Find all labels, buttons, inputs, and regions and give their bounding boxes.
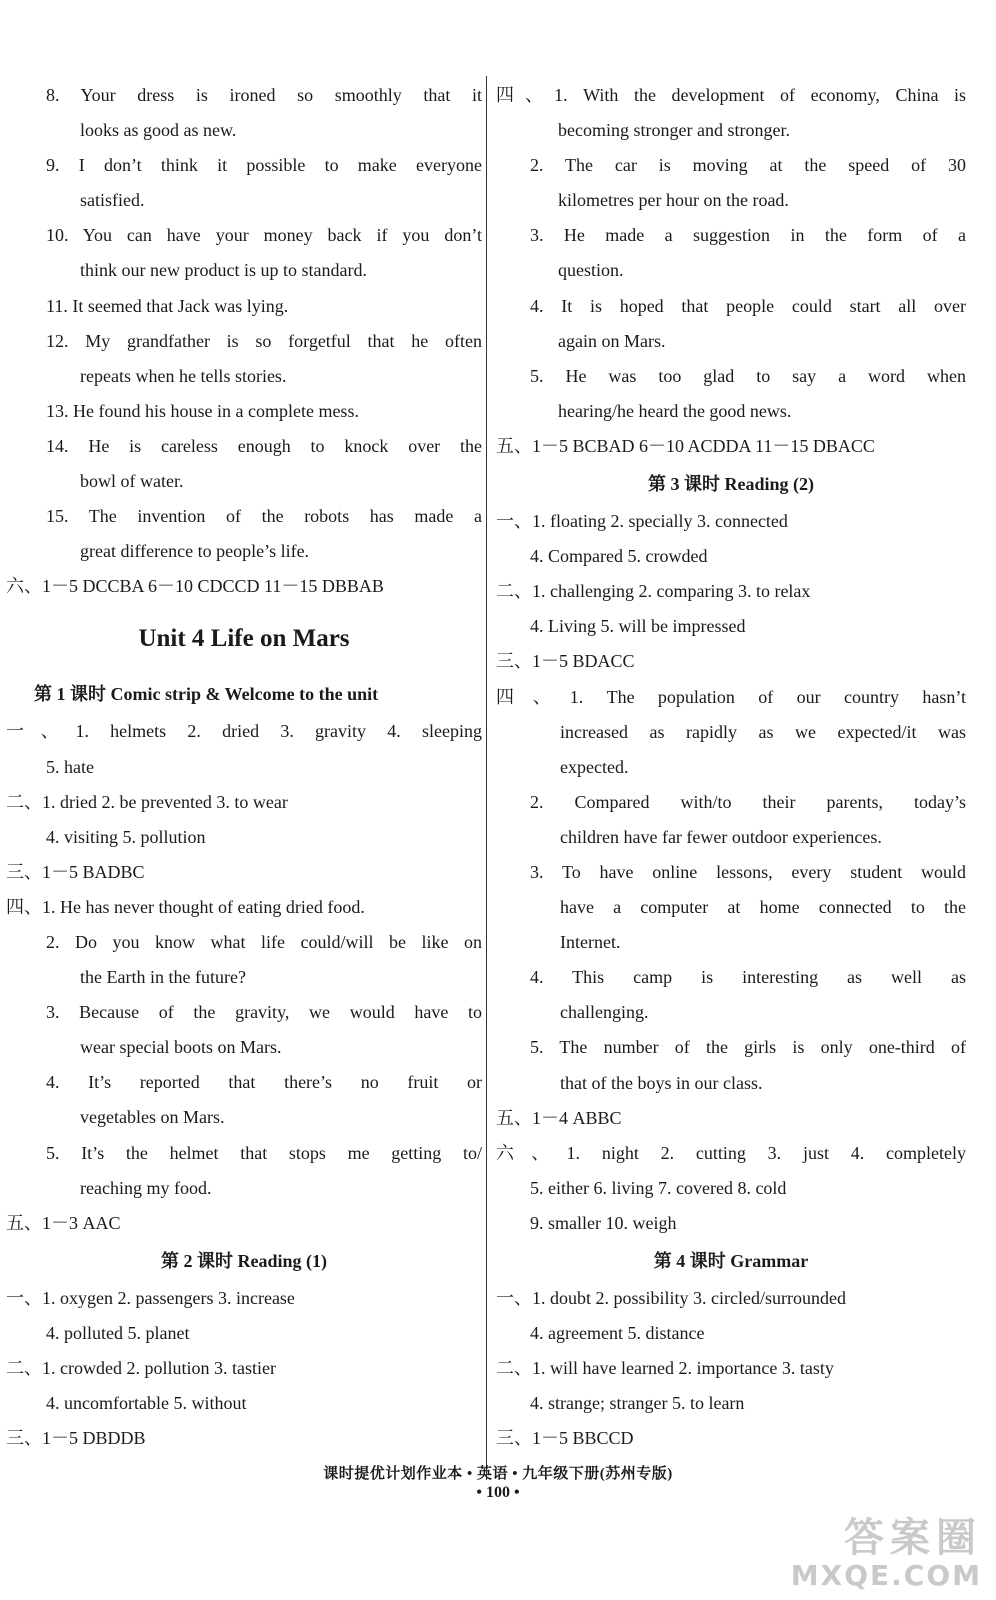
answer-line bbox=[496, 359, 966, 394]
answer-line-text: 一、1. doubt 2. possibility 3. circled/surrounded bbox=[496, 1288, 846, 1308]
answer-line bbox=[496, 960, 966, 995]
answer-line-text: 一、1. oxygen 2. passengers 3. increase bbox=[6, 1287, 295, 1308]
answer-line-text: 5. either 6. living 7. covered 8. cold bbox=[530, 1177, 787, 1198]
footer-page-number: • 100 • bbox=[476, 1484, 520, 1501]
answer-line-text: reaching my food. bbox=[80, 1177, 212, 1198]
watermark-top-text: 答案圈 bbox=[844, 1515, 982, 1561]
answer-line-text: challenging. bbox=[560, 1002, 649, 1023]
answer-line-text: 4. polluted 5. planet bbox=[46, 1322, 190, 1343]
answer-line bbox=[496, 1351, 966, 1386]
answer-line-text: 四、1. The population of our country hasn’t bbox=[496, 686, 966, 707]
answer-line bbox=[496, 715, 966, 750]
answer-line-text: 3. He made a suggestion in the form of a bbox=[530, 225, 966, 246]
answer-line bbox=[6, 1316, 482, 1351]
answer-line bbox=[6, 750, 482, 785]
answer-line bbox=[6, 394, 482, 429]
answer-line-text: 三、1－5 BBCCD bbox=[496, 1428, 634, 1449]
answer-line bbox=[6, 855, 482, 890]
answer-line bbox=[496, 1101, 966, 1136]
answer-line bbox=[496, 1206, 966, 1241]
answer-line-text: 8. Your dress is ironed so smoothly that it bbox=[46, 85, 482, 105]
answer-line bbox=[6, 1206, 482, 1241]
answer-line-text: 四、1. He has never thought of eating dried food. bbox=[6, 896, 365, 917]
answer-line bbox=[496, 644, 966, 679]
answer-line-text: 二、1. challenging 2. comparing 3. to relax bbox=[496, 581, 811, 602]
answer-line-text: 13. He found his house in a complete mess. bbox=[46, 400, 359, 421]
answer-line-text: 二、1. crowded 2. pollution 3. tastier bbox=[6, 1358, 276, 1378]
answer-line bbox=[496, 1171, 966, 1206]
answer-line bbox=[6, 324, 482, 359]
answer-line-text: hearing/he heard the good news. bbox=[558, 400, 792, 421]
answer-line-text: have a computer at home connected to the bbox=[560, 897, 966, 918]
answer-line bbox=[496, 1281, 966, 1316]
answer-line-text: becoming stronger and stronger. bbox=[558, 120, 790, 141]
answer-line bbox=[496, 113, 966, 148]
lesson-1-answers bbox=[6, 714, 482, 1240]
answer-line bbox=[6, 569, 482, 604]
answer-line-text: think our new product is up to standard. bbox=[80, 260, 367, 281]
answer-line-text: 5. The number of the girls is only one-third of bbox=[530, 1037, 966, 1058]
footer-book-title: 课时提优计划作业本 • 英语 • 九年级下册(苏州专版) bbox=[323, 1466, 673, 1482]
answer-line bbox=[6, 714, 482, 749]
answer-block-lesson2-q4-q5 bbox=[496, 78, 966, 464]
answer-line bbox=[6, 1065, 482, 1100]
answer-line-text: the Earth in the future? bbox=[80, 967, 246, 988]
answer-line-text: bowl of water. bbox=[80, 471, 184, 492]
answer-line-text: 4. It’s reported that there’s no fruit or bbox=[46, 1072, 482, 1093]
answer-line-text: 四、1. With the development of economy, China is bbox=[496, 85, 966, 105]
answer-line-text: 五、1－3 AAC bbox=[6, 1212, 121, 1233]
answer-line-text: 二、1. dried 2. be prevented 3. to wear bbox=[6, 791, 288, 812]
answer-line bbox=[496, 1386, 966, 1421]
answer-line bbox=[496, 394, 966, 429]
answer-line-text: vegetables on Mars. bbox=[80, 1107, 225, 1128]
answer-line-text: 4. Living 5. will be impressed bbox=[530, 616, 746, 637]
answer-line bbox=[496, 289, 966, 324]
answer-line-text: 3. To have online lessons, every student would bbox=[530, 861, 966, 882]
answer-line bbox=[6, 960, 482, 995]
answer-line-text: 3. Because of the gravity, we would have to bbox=[46, 1002, 482, 1023]
answer-line-text: repeats when he tells stories. bbox=[80, 365, 287, 386]
lesson-3-title: 第 3 课时 Reading (2) bbox=[648, 474, 814, 495]
answer-line-text: 4. It is hoped that people could start all over bbox=[530, 295, 966, 316]
answer-line-text: wear special boots on Mars. bbox=[80, 1037, 282, 1058]
answer-line bbox=[6, 1281, 482, 1316]
answer-line-text: 4. agreement 5. distance bbox=[530, 1323, 705, 1344]
answer-line-text: 4. Compared 5. crowded bbox=[530, 546, 708, 567]
left-column bbox=[6, 78, 482, 1456]
right-column bbox=[496, 78, 966, 1456]
answer-line-text: 12. My grandfather is so forgetful that he often bbox=[46, 330, 482, 351]
answer-line bbox=[6, 289, 482, 324]
answer-line bbox=[496, 78, 966, 113]
answer-line-text: that of the boys in our class. bbox=[560, 1072, 763, 1093]
answer-line-text: 5. hate bbox=[46, 756, 94, 777]
unit-title: Unit 4 Life on Mars bbox=[138, 625, 350, 653]
answer-line-text: 4. visiting 5. pollution bbox=[46, 826, 206, 847]
answer-line bbox=[496, 324, 966, 359]
answer-line-text: looks as good as new. bbox=[80, 120, 237, 141]
answer-line bbox=[496, 680, 966, 715]
lesson-2-title: 第 2 课时 Reading (1) bbox=[161, 1250, 327, 1271]
answer-line bbox=[496, 925, 966, 960]
answer-line-text: 4. uncomfortable 5. without bbox=[46, 1393, 247, 1414]
answer-line-text: 5. It’s the helmet that stops me getting to/ bbox=[46, 1142, 482, 1163]
answer-line bbox=[6, 785, 482, 820]
lesson-4-title: 第 4 课时 Grammar bbox=[653, 1251, 809, 1271]
answer-line-text: 2. Do you know what life could/will be like on bbox=[46, 931, 482, 952]
answer-line bbox=[6, 534, 482, 569]
answer-line bbox=[496, 253, 966, 288]
answer-line-text: 10. You can have your money back if you don’t bbox=[46, 225, 482, 246]
answer-line bbox=[496, 995, 966, 1030]
answer-line bbox=[496, 750, 966, 785]
lesson-3-answers bbox=[496, 504, 966, 1241]
answer-line bbox=[496, 890, 966, 925]
answer-line bbox=[6, 820, 482, 855]
answer-line-text: 五、1－4 ABBC bbox=[496, 1107, 622, 1128]
answer-line bbox=[496, 785, 966, 820]
answer-line bbox=[496, 429, 966, 464]
answer-line bbox=[6, 1100, 482, 1135]
answer-line-text: increased as rapidly as we expected/it was bbox=[560, 721, 966, 742]
answer-line bbox=[6, 890, 482, 925]
answer-line-text: 9. I don’t think it possible to make everyone bbox=[46, 155, 482, 176]
answer-line bbox=[6, 1136, 482, 1171]
answer-line bbox=[6, 1386, 482, 1421]
answer-line bbox=[6, 359, 482, 394]
answer-line-text: 二、1. will have learned 2. importance 3. tasty bbox=[496, 1358, 834, 1379]
answer-line-text: 六、1. night 2. cutting 3. just 4. completely bbox=[496, 1142, 966, 1163]
answer-line-text: kilometres per hour on the road. bbox=[558, 190, 789, 211]
answer-line-text: Internet. bbox=[560, 932, 621, 953]
column-divider bbox=[486, 76, 487, 1480]
watermark-logo bbox=[764, 1515, 982, 1595]
answer-line bbox=[6, 148, 482, 183]
lesson-1-title: 第 1 课时 Comic strip & Welcome to the unit bbox=[34, 684, 379, 705]
answer-line bbox=[6, 253, 482, 288]
answer-line-text: 9. smaller 10. weigh bbox=[530, 1212, 677, 1233]
answer-line bbox=[6, 1171, 482, 1206]
answer-line bbox=[6, 218, 482, 253]
answer-line bbox=[496, 1316, 966, 1351]
answer-line bbox=[496, 1421, 966, 1456]
answer-line bbox=[496, 855, 966, 890]
answer-line bbox=[496, 148, 966, 183]
answer-line-text: 4. strange; stranger 5. to learn bbox=[530, 1393, 745, 1414]
answer-line-text: 三、1－5 BDACC bbox=[496, 651, 635, 672]
answer-line-text: 一、1. helmets 2. dried 3. gravity 4. sleeping bbox=[6, 721, 482, 742]
answer-line-text: great difference to people’s life. bbox=[80, 541, 310, 562]
answer-line-text: 15. The invention of the robots has made a bbox=[46, 506, 482, 527]
answer-line-text: 5. He was too glad to say a word when bbox=[530, 365, 966, 386]
answer-line bbox=[6, 464, 482, 499]
answer-line bbox=[6, 925, 482, 960]
answer-line-text: children have far fewer outdoor experiences. bbox=[560, 826, 882, 847]
watermark-bottom-text: MXQE.COM bbox=[790, 1559, 982, 1592]
answer-line bbox=[6, 183, 482, 218]
answer-line bbox=[496, 504, 966, 539]
answer-line bbox=[6, 499, 482, 534]
answer-line bbox=[496, 1136, 966, 1171]
answer-line-text: 2. Compared with/to their parents, today’s bbox=[530, 791, 966, 812]
answer-line-text: expected. bbox=[560, 756, 629, 777]
answer-line-text: satisfied. bbox=[80, 190, 145, 211]
answer-block-unit3-q4-q6 bbox=[6, 78, 482, 604]
answer-line-text: 11. It seemed that Jack was lying. bbox=[46, 295, 289, 316]
answer-line bbox=[496, 574, 966, 609]
answer-line bbox=[496, 183, 966, 218]
answer-line bbox=[6, 78, 482, 113]
answer-line-text: 三、1－5 BADBC bbox=[6, 861, 145, 882]
answer-line-text: 14. He is careless enough to knock over the bbox=[46, 435, 482, 456]
answer-line bbox=[6, 1421, 482, 1456]
answer-line bbox=[496, 539, 966, 574]
answer-line-text: again on Mars. bbox=[558, 330, 666, 351]
answer-line bbox=[6, 1030, 482, 1065]
answer-line bbox=[496, 218, 966, 253]
answer-line bbox=[496, 1066, 966, 1101]
answer-line-text: 三、1－5 DBDDB bbox=[6, 1428, 146, 1449]
answer-line bbox=[6, 429, 482, 464]
answer-line bbox=[6, 113, 482, 148]
answer-line bbox=[496, 1030, 966, 1065]
answer-line-text: 2. The car is moving at the speed of 30 bbox=[530, 155, 966, 176]
answer-line-text: 一、1. floating 2. specially 3. connected bbox=[496, 511, 788, 532]
answer-line-text: 4. This camp is interesting as well as bbox=[530, 967, 966, 988]
answer-line-text: 五、1－5 BCBAD 6－10 ACDDA 11－15 DBACC bbox=[496, 435, 875, 456]
answer-line bbox=[6, 995, 482, 1030]
answer-line bbox=[496, 820, 966, 855]
answer-line-text: 六、1－5 DCCBA 6－10 CDCCD 11－15 DBBAB bbox=[6, 576, 384, 597]
answer-line bbox=[496, 609, 966, 644]
lesson-4-answers bbox=[496, 1281, 966, 1456]
answer-line-text: question. bbox=[558, 260, 624, 281]
answer-line bbox=[6, 1351, 482, 1386]
lesson-2-answers bbox=[6, 1281, 482, 1456]
